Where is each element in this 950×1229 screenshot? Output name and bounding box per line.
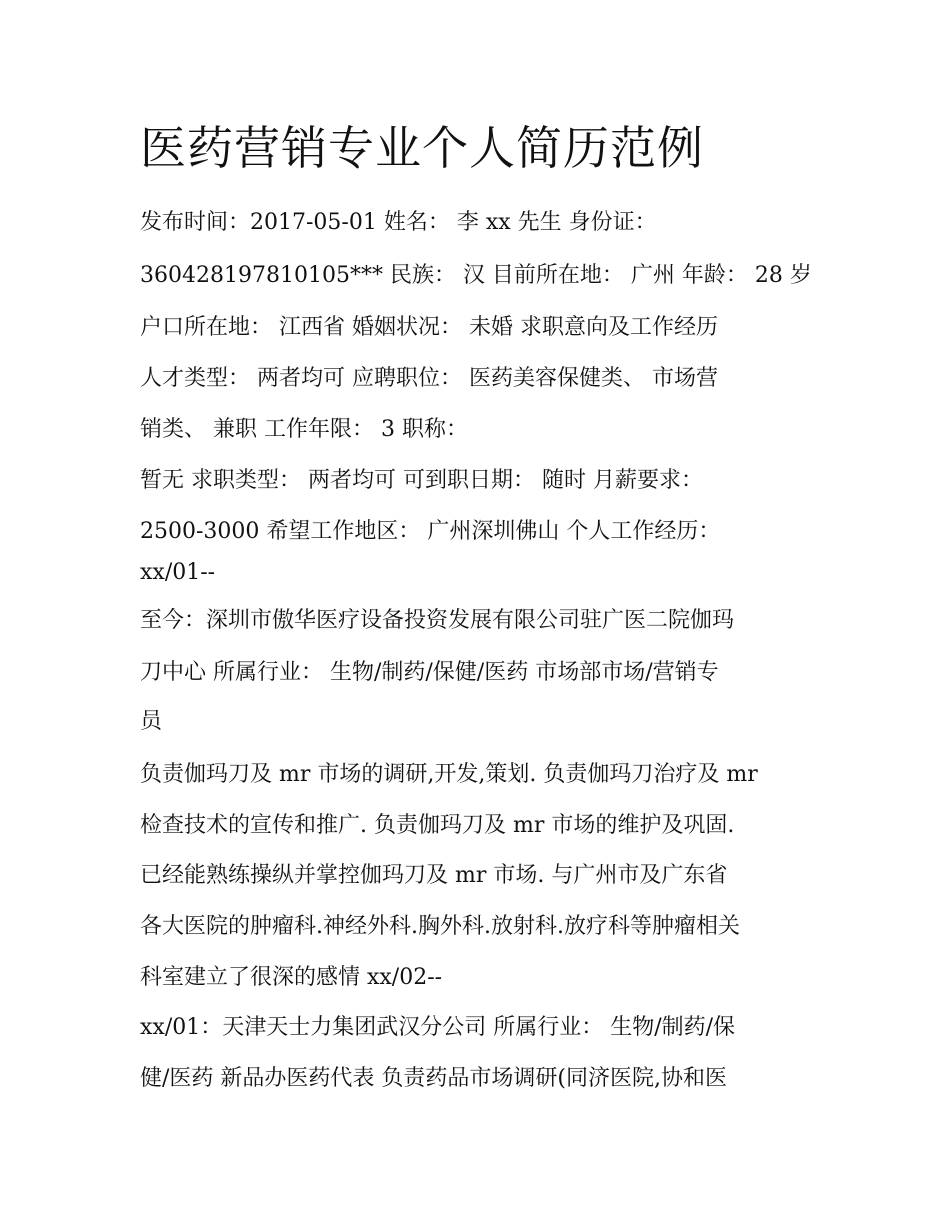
text-line: 员: [140, 709, 163, 734]
text-line: 360428197810105*** 民族： 汉 目前所在地： 广州 年龄： 28 岁: [140, 263, 812, 288]
text-line: 发布时间：2017-05-01 姓名： 李 xx 先生 身份证：: [140, 210, 657, 235]
text-line: 刀中心 所属行业： 生物/制药/保健/医药 市场部市场/营销专: [140, 660, 719, 685]
document-title: 医药营销专业个人简历范例: [140, 121, 704, 175]
text-line: 检查技术的宣传和推广. 负责伽玛刀及 mr 市场的维护及巩固.: [140, 813, 735, 838]
text-line: xx/01--: [140, 560, 216, 585]
text-line: 人才类型： 两者均可 应聘职位： 医药美容保健类、 市场营: [140, 366, 718, 391]
text-line: 销类、 兼职 工作年限： 3 职称：: [140, 417, 468, 442]
text-line: xx/01：天津天士力集团武汉分公司 所属行业： 生物/制药/保: [140, 1015, 736, 1040]
text-line: 负责伽玛刀及 mr 市场的调研,开发,策划. 负责伽玛刀治疗及 mr: [140, 762, 758, 787]
text-line: 户口所在地： 江西省 婚姻状况： 未婚 求职意向及工作经历: [140, 315, 718, 340]
text-line: 至今：深圳市傲华医疗设备投资发展有限公司驻广医二院伽玛: [140, 608, 735, 633]
text-line: 健/医药 新品办医药代表 负责药品市场调研(同济医院,协和医: [140, 1066, 727, 1091]
text-line: 已经能熟练操纵并掌控伽玛刀及 mr 市场. 与广州市及广东省: [140, 863, 728, 888]
text-line: 2500-3000 希望工作地区： 广州深圳佛山 个人工作经历：: [140, 519, 721, 544]
text-line: 科室建立了很深的感情 xx/02--: [140, 965, 443, 990]
text-line: 暂无 求职类型： 两者均可 可到职日期： 随时 月薪要求：: [140, 468, 703, 493]
text-line: 各大医院的肿瘤科.神经外科.胸外科.放射科.放疗科等肿瘤相关: [140, 914, 740, 939]
